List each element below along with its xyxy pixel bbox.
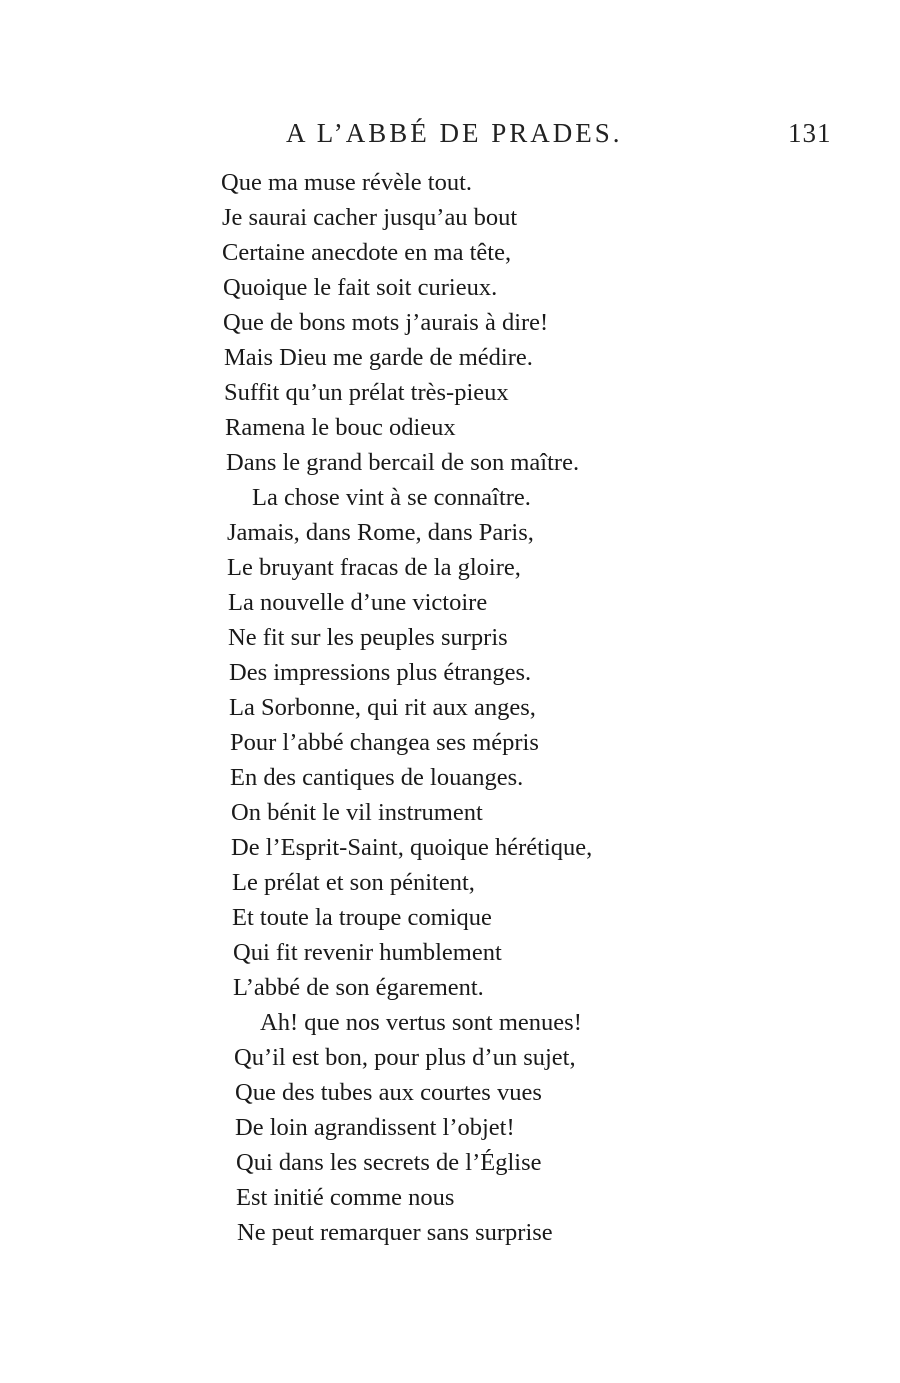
verse-line: Ramena le bouc odieux bbox=[225, 414, 456, 441]
verse-line: Des impressions plus étranges. bbox=[229, 659, 532, 686]
verse-line: Que ma muse révèle tout. bbox=[221, 169, 473, 196]
verse-line: De l’Esprit-Saint, quoique hérétique, bbox=[231, 834, 593, 861]
verse-line: Qui dans les secrets de l’Église bbox=[236, 1149, 542, 1176]
verse-line: Et toute la troupe comique bbox=[232, 904, 492, 931]
verse-line: Quoique le fait soit curieux. bbox=[223, 274, 498, 301]
verse-line: Le prélat et son pénitent, bbox=[232, 869, 475, 896]
verse-line: Est initié comme nous bbox=[236, 1184, 455, 1211]
verse-line: Mais Dieu me garde de médire. bbox=[224, 344, 533, 371]
verse-line: Qu’il est bon, pour plus d’un sujet, bbox=[234, 1044, 576, 1071]
verse-line: Certaine anecdote en ma tête, bbox=[222, 239, 512, 266]
verse-line: Suffit qu’un prélat très-pieux bbox=[224, 379, 509, 406]
verse-line: Que de bons mots j’aurais à dire! bbox=[223, 309, 549, 336]
verse-line: Je saurai cacher jusqu’au bout bbox=[222, 204, 518, 231]
verse-line: Pour l’abbé changea ses mépris bbox=[230, 729, 539, 756]
verse-line: Dans le grand bercail de son maître. bbox=[226, 449, 580, 476]
verse-line: La nouvelle d’une victoire bbox=[228, 589, 488, 616]
verse-line: Ah! que nos vertus sont menues! bbox=[260, 1009, 582, 1036]
verse-line: Le bruyant fracas de la gloire, bbox=[227, 554, 521, 581]
verse-line: De loin agrandissent l’objet! bbox=[235, 1114, 515, 1141]
verse-line: Qui fit revenir humblement bbox=[233, 939, 502, 966]
verse-line: On bénit le vil instrument bbox=[231, 799, 483, 826]
verse-line: Que des tubes aux courtes vues bbox=[235, 1079, 542, 1106]
verse-line: En des cantiques de louanges. bbox=[230, 764, 524, 791]
verse-line: Ne fit sur les peuples surpris bbox=[228, 624, 508, 651]
verse-line: Ne peut remarquer sans surprise bbox=[237, 1219, 553, 1246]
page-number: 131 bbox=[788, 118, 832, 148]
verse-line: L’abbé de son égarement. bbox=[233, 974, 484, 1001]
verse-line: La chose vint à se connaître. bbox=[252, 484, 531, 511]
running-title: A L’ABBÉ DE PRADES. bbox=[286, 118, 623, 148]
running-head bbox=[0, 118, 900, 154]
verse-line: La Sorbonne, qui rit aux anges, bbox=[229, 694, 536, 721]
verse-line: Jamais, dans Rome, dans Paris, bbox=[227, 519, 534, 546]
